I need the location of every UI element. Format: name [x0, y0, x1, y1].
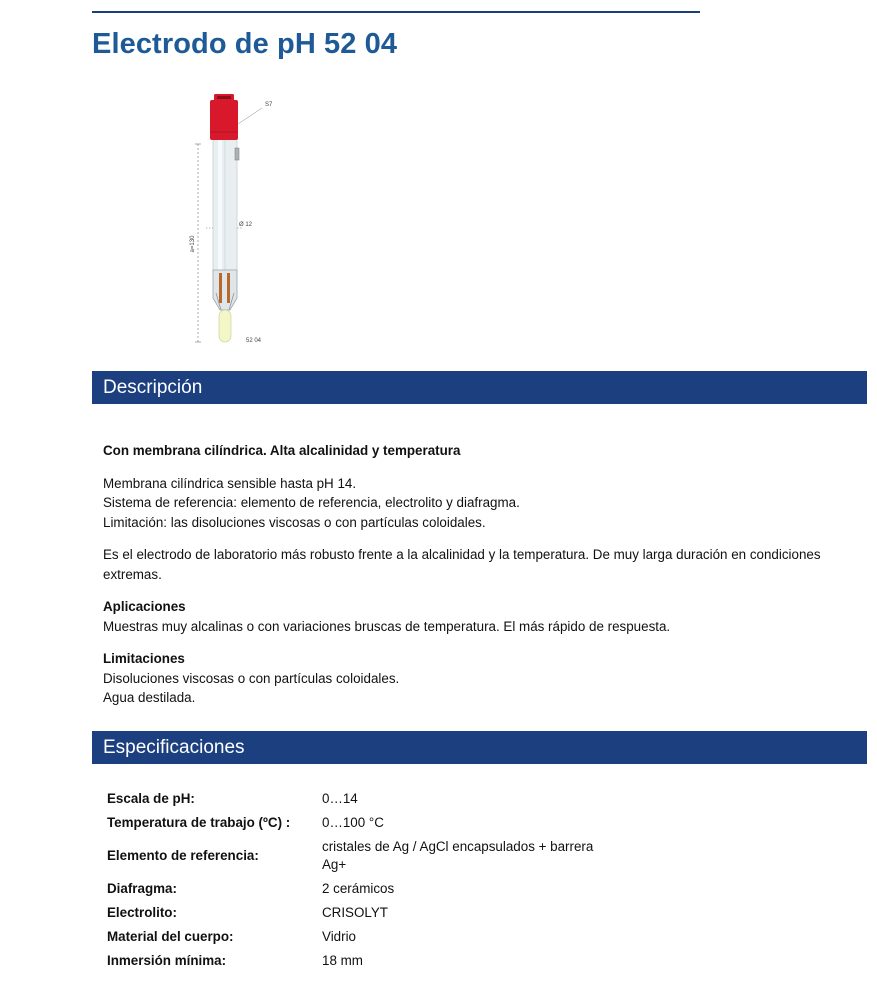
spec-value: Vidrio — [322, 929, 356, 944]
limitations-line-2: Agua destilada. — [103, 690, 196, 705]
spec-value: 0…14 — [322, 791, 358, 806]
description-paragraph-2: Es el electrodo de laboratorio más robusto frente a la alcalinidad y la temperatura. De muy larga duración en condiciones extremas. — [103, 547, 821, 582]
description-line-3: Limitación: las disoluciones viscosas o con partículas coloidales. — [103, 514, 486, 530]
spec-label: Temperatura de trabajo (ºC) : — [107, 815, 291, 830]
table-row — [103, 835, 618, 877]
spec-value: cristales de Ag / AgCl encapsulados + barrera Ag+ — [322, 839, 594, 872]
table-row — [103, 949, 618, 973]
spec-label: Material del cuerpo: — [107, 929, 234, 944]
fill-port — [235, 148, 239, 160]
table-row — [103, 901, 618, 925]
table-row — [103, 811, 618, 835]
spec-label: Diafragma: — [107, 881, 177, 896]
description-line-1: Membrana cilíndrica sensible hasta pH 14. — [103, 475, 357, 491]
spec-label: Electrolito: — [107, 905, 177, 920]
spec-label: Elemento de referencia: — [107, 848, 259, 863]
spec-value: 0…100 °C — [322, 815, 384, 830]
spec-label: Inmersión mínima: — [107, 953, 227, 968]
spec-value: 2 cerámicos — [322, 881, 395, 896]
description-body — [103, 441, 858, 721]
limitations-heading: Limitaciones — [103, 651, 185, 666]
connector-label: S7 — [265, 102, 273, 108]
limitations-line-1: Disoluciones viscosas o con partículas coloidales. — [103, 670, 400, 686]
description-intro: Con membrana cilíndrica. Alta alcalinidad y temperatura — [103, 443, 461, 458]
description-section-header: Descripción — [92, 371, 867, 404]
electrode-illustration — [180, 88, 290, 350]
diameter-label: Ø 12 — [239, 222, 253, 228]
membrane-tip — [219, 310, 231, 342]
description-line-2: Sistema de referencia: elemento de referencia, electrolito y diafragma. — [103, 495, 520, 510]
specifications-section-header: Especificaciones — [92, 731, 867, 764]
length-label: a=130 — [190, 235, 196, 253]
spec-value: CRISOLYT — [322, 905, 388, 920]
table-row — [103, 877, 618, 901]
applications-heading: Aplicaciones — [103, 599, 186, 614]
table-row — [103, 925, 618, 949]
spec-value: 18 mm — [322, 953, 363, 968]
specifications-table — [103, 787, 618, 973]
spec-label: Escala de pH: — [107, 791, 195, 806]
connector-cap — [210, 100, 238, 140]
table-row — [103, 787, 618, 811]
applications-text: Muestras muy alcalinas o con variaciones bruscas de temperatura. El más rápido de respuesta. — [103, 618, 671, 634]
reference-element-left — [219, 273, 222, 303]
page-title: Electrodo de pH 52 04 — [92, 28, 398, 60]
reference-element-right — [227, 273, 230, 303]
top-divider — [92, 11, 700, 13]
model-label: 52 04 — [246, 338, 262, 344]
